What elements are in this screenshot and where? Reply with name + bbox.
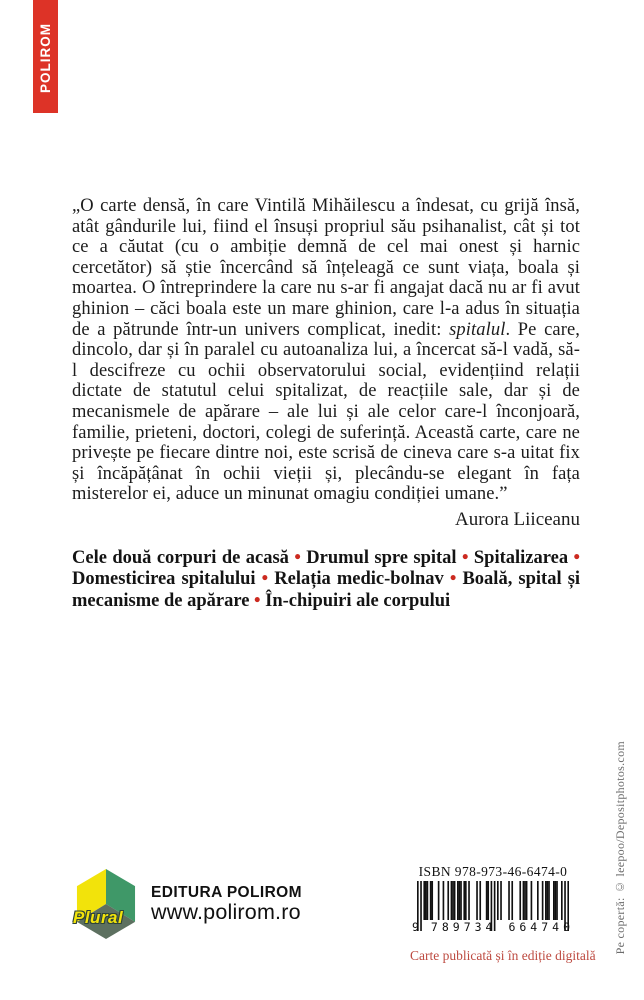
- chapter-list: [72, 548, 580, 613]
- review-quote-italic-word: spitalul: [449, 319, 506, 340]
- review-quote-part2: . Pe care, dincolo, dar și în paralel cu autoanaliza lui, a încercat să-l vadă, să-l descifreze cu ochii observatorului social, evidențiind relații dictate de statutul celui spitalizat, de reacțiile sale, dar și de mecanismele de apărare – ale lui și ale celor care-l înconjoară, familie, prieteni, doctori, colegi de suferință. Această carte, care ne privește pe fiecare dintre noi, este scrisă de cineva care s-a uitat fix și încăpățânat în ochii vieții și, plecându-se elegant în fața misterelor ei, aduce un minunat omagiu condiției umane.”: [72, 319, 580, 505]
- plural-logo: [73, 867, 139, 941]
- publisher-name: EDITURA POLIROM: [151, 884, 302, 901]
- chapter-bullet: •: [449, 569, 457, 590]
- barcode-digits: [410, 920, 576, 934]
- publisher-website: www.polirom.ro: [151, 900, 301, 924]
- publisher-spine-band: [33, 0, 58, 113]
- quote-attribution: Aurora Liiceanu: [454, 508, 580, 530]
- review-quote: [72, 196, 580, 505]
- chapter-bullet: •: [573, 547, 581, 568]
- chapter-item: În-chipuiri ale corpului: [265, 590, 451, 611]
- chapter-item: Relația medic-bolnav: [274, 569, 444, 590]
- chapter-bullet: •: [261, 569, 269, 590]
- review-quote-part1: „O carte densă, în care Vintilă Mihăilescu a îndesat, cu grijă însă, atât gândurile lui, fiind el însuși propriul său psihanalist, cât și tot ce a căutat (cu o ambiție demnă de cel mai onest și harnic cercetător) să știe încercând să înțeleagă ce sunt viața, boala și moartea. O întreprindere la care nu s-ar fi angajat dacă nu ar fi avut ghinion – căci boala este un mare ghinion, care l-a adus în situația de a pătrunde într-un univers complicat, inedit:: [72, 196, 580, 340]
- digital-edition-note: Carte publicată și în ediție digitală: [410, 948, 596, 963]
- barcode-block: [410, 864, 596, 964]
- chapter-item: Domesticirea spitalului: [72, 569, 256, 590]
- plural-logo-text: Plural: [73, 908, 124, 927]
- chapter-bullet: •: [294, 547, 301, 568]
- chapter-item: Drumul spre spital: [306, 547, 457, 568]
- back-cover-text-block: [72, 196, 580, 612]
- isbn-label: ISBN 978-973-46-6474-0: [418, 864, 568, 879]
- barcode-digit-group2: 664740: [508, 920, 574, 934]
- chapter-item: Boală, spital și mecanisme de apărare: [72, 569, 581, 611]
- chapter-bullet: •: [254, 590, 261, 611]
- cover-photo-credit: Pe copertă: © leepoo/Depositphotos.com: [613, 740, 627, 954]
- imprint-block: [73, 867, 302, 941]
- imprint-text: [151, 884, 302, 924]
- chapter-bullet: •: [461, 547, 469, 568]
- plural-cube-icon: [73, 867, 139, 941]
- barcode-digit-group1: 789734: [430, 920, 497, 934]
- barcode-digit-first: 9: [412, 920, 419, 934]
- chapter-item: Cele două corpuri de acasă: [72, 547, 289, 568]
- chapter-item: Spitalizarea: [473, 547, 569, 568]
- publisher-spine-label: POLIROM: [38, 22, 53, 93]
